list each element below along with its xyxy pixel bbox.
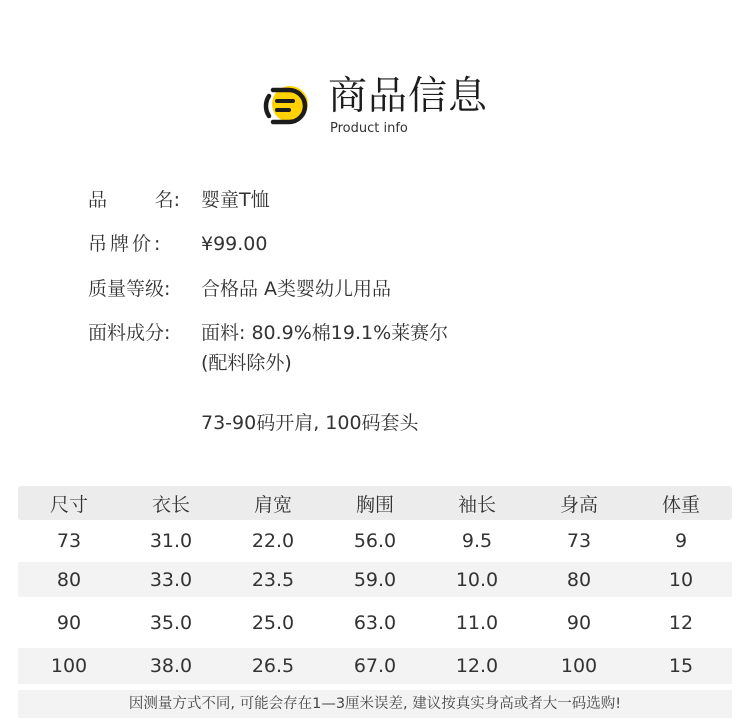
table-row [18,520,732,562]
table-row [18,597,732,648]
table-cell: 11.0 [455,611,499,634]
table-cell: 100 [560,655,598,677]
header-cell: 袖长 [457,493,496,516]
table-cell: 22.0 [251,530,295,552]
info-label [88,186,180,214]
page-title: 商品信息 [328,74,489,119]
table-cell: 59.0 [353,568,397,591]
info-label-part: 品 [88,189,108,211]
table-cell: 80 [56,568,82,591]
section-header [263,72,523,142]
info-label: 质量等级: [88,278,171,300]
table-row [18,648,732,684]
table-cell: 38.0 [149,655,193,677]
header-cell: 肩宽 [253,493,292,516]
table-cell: 56.0 [353,530,397,552]
table-cell: 33.0 [149,568,193,591]
header-cell: 衣长 [151,493,190,516]
size-table [18,486,732,684]
table-cell: 26.5 [251,655,295,677]
table-cell: 80 [566,568,592,591]
page-subtitle: Product info [330,121,408,136]
quality-grade: 合格品 A类婴幼儿用品 [201,278,392,300]
table-cell: 73 [566,530,592,552]
size-table-header [18,486,732,520]
measurement-note: 因测量方式不同, 可能会存在1—3厘米误差, 建议按真实身高或者大一码选购! [18,690,732,718]
table-cell: 63.0 [353,611,397,634]
header-cell: 体重 [661,493,700,516]
opening-note: 73-90码开肩, 100码套头 [201,412,419,434]
table-cell: 10 [668,568,694,591]
table-cell: 67.0 [353,655,397,677]
product-name: 婴童T恤 [201,189,270,211]
table-cell: 25.0 [251,611,295,634]
table-cell: 9 [674,530,688,552]
table-cell: 9.5 [461,530,493,552]
document-icon [263,82,313,128]
product-price: ¥99.00 [201,233,268,255]
table-cell: 10.0 [455,568,499,591]
table-row [18,562,732,597]
table-cell: 90 [566,611,592,634]
table-cell: 100 [50,655,88,677]
fabric-exclusion: (配料除外) [201,352,292,374]
table-cell: 12 [668,611,694,634]
header-cell: 身高 [559,493,598,516]
table-cell: 15 [668,655,694,677]
table-cell: 90 [56,611,82,634]
table-cell: 31.0 [149,530,193,552]
info-label: 面料成分: [88,322,171,344]
fabric-composition: 面料: 80.9%棉19.1%莱赛尔 [201,322,449,344]
table-cell: 12.0 [455,655,499,677]
table-cell: 73 [56,530,82,552]
table-cell: 35.0 [149,611,193,634]
info-label-part: 名: [154,189,180,211]
header-cell: 胸围 [355,493,394,516]
header-cell: 尺寸 [49,493,88,516]
table-cell: 23.5 [251,568,295,591]
info-label: 吊牌价: [88,233,164,255]
